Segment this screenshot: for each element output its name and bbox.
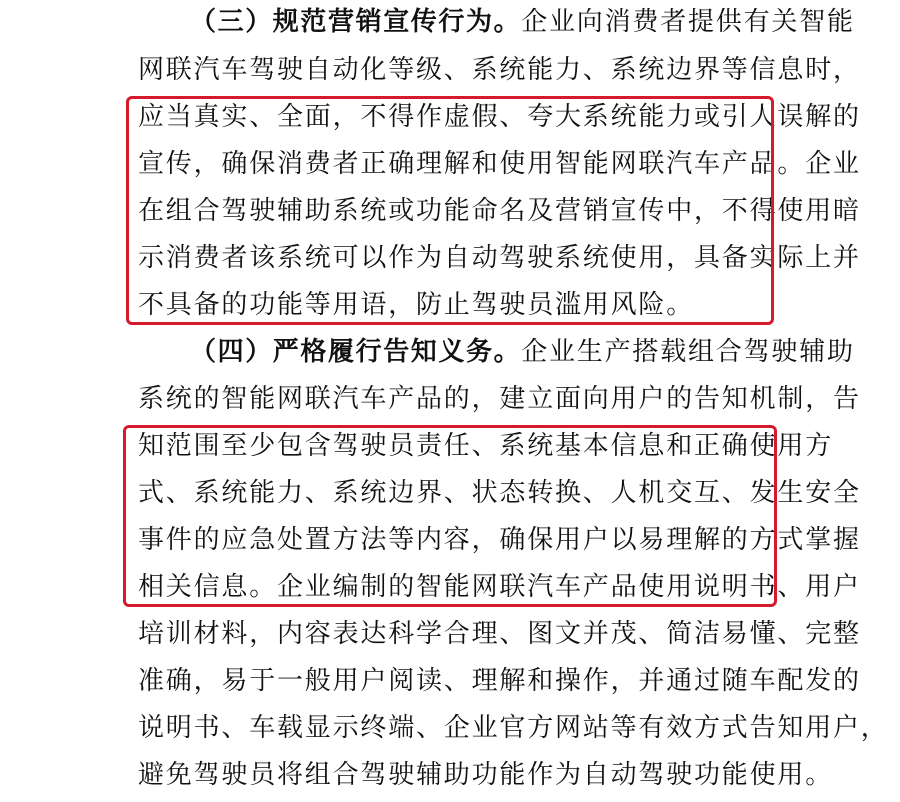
section4-line-9: 避免驾驶员将组合驾驶辅助功能作为自动驾驶功能使用。 (138, 760, 834, 790)
section4-line-2: 知范围至少包含驾驶员责任、系统基本信息和正确使用方 (138, 431, 834, 461)
section4-line-4: 事件的应急处置方法等内容，确保用户以易理解的方式掌握 (138, 525, 861, 555)
section3-line-1: 网联汽车驾驶自动化等级、系统能力、系统边界等信息时， (138, 55, 861, 85)
section4-line-8: 说明书、车载显示终端、企业官方网站等有效方式告知用户， (138, 713, 889, 743)
section3-line-3: 宣传，确保消费者正确理解和使用智能网联汽车产品。企业 (138, 149, 861, 179)
section3-line-6: 不具备的功能等用语，防止驾驶员滥用风险。 (138, 290, 695, 320)
section4-line-7: 准确，易于一般用户阅读、理解和操作，并通过随车配发的 (138, 666, 861, 696)
section4-line-0: 企业生产搭载组合驾驶辅助 (521, 337, 855, 367)
section3-line-4: 在组合驾驶辅助系统或功能命名及营销宣传中，不得使用暗 (138, 196, 861, 226)
section4-first-line (190, 334, 855, 370)
section4-line-1: 系统的智能网联汽车产品的，建立面向用户的告知机制，告 (138, 384, 861, 414)
section3-first-line (190, 4, 855, 40)
section4-heading: （四）严格履行告知义务。 (190, 337, 522, 367)
section4-line-3: 式、系统能力、系统边界、状态转换、人机交互、发生安全 (138, 478, 861, 508)
section4-line-5: 相关信息。企业编制的智能网联汽车产品使用说明书、用户 (138, 572, 861, 602)
section3-heading: （三）规范营销宣传行为。 (190, 7, 522, 37)
section3-line-2: 应当真实、全面，不得作虚假、夸大系统能力或引人误解的 (138, 102, 861, 132)
section3-line-0: 企业向消费者提供有关智能 (521, 7, 855, 37)
section3-line-5: 示消费者该系统可以作为自动驾驶系统使用，具备实际上并 (138, 243, 861, 273)
section4-line-6: 培训材料，内容表达科学合理、图文并茂、简洁易懂、完整 (138, 619, 861, 649)
